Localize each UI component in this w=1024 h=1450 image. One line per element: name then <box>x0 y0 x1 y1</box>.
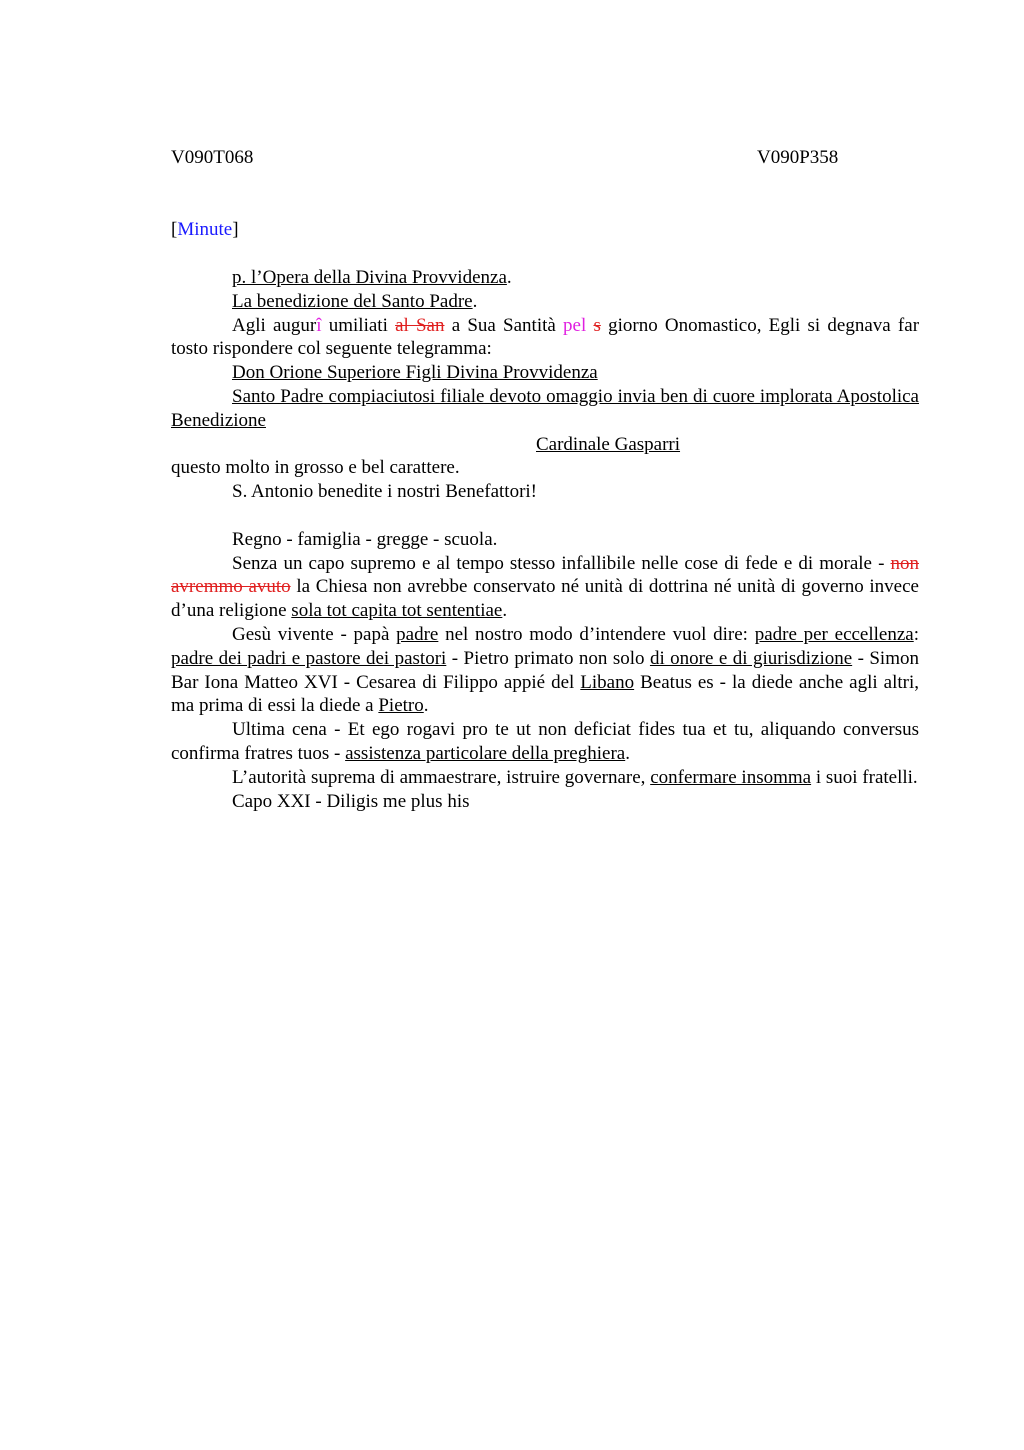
insertion-mark: î <box>316 314 322 336</box>
title-opera-text: p. l’Opera della Divina Provvidenza <box>232 267 507 288</box>
title-line-opera: p. l’Opera della Divina Provvidenza. <box>232 267 512 288</box>
label-bracket-open: [ <box>171 219 178 240</box>
insertion-mark: pel <box>563 314 587 336</box>
telegram-signature: Cardinale Gasparri <box>536 433 681 455</box>
title-line-benedizione: La benedizione del Santo Padre. <box>232 290 478 312</box>
document-type-label <box>171 218 919 242</box>
paragraph-auguri: Agli augurî umiliati al San a Sua Santità pel s giorno Onomastico, Egli si degnava far tosto rispondere col seguente telegramma: <box>171 314 920 360</box>
deletion-mark: non avremmo avuto <box>171 552 919 598</box>
paragraph-senza: Senza un capo supremo e al tempo stesso infallibile nelle cose di fede e di morale - non avremmo avuto la Chiesa non avrebbe conservato né unità di dottrina né unità di governo invece d’una religione sola tot capita tot sententiae. <box>171 552 919 622</box>
label-minute: Minute <box>177 219 233 240</box>
invocation-line: S. Antonio benedite i nostri Benefattori! <box>232 481 538 503</box>
volume-code-left: V090T068 <box>171 147 254 168</box>
paragraph-gesu: Gesù vivente - papà padre nel nostro modo d’intendere vuol dire: padre per eccellenza: padre dei padri e pastore dei pastori - Pietro primato non solo di onore e di giurisdizione - Simon Bar Iona Matteo XVI - Cesarea di Filippo appié del Libano Beatus es - la diede anche agli altri, ma prima di essi la diede a Pietro. <box>171 623 920 717</box>
telegram-text: Santo Padre compiaciutosi filiale devoto omaggio invia ben di cuore implorata Apostolica Benedizione <box>171 385 919 431</box>
document-body <box>171 266 919 813</box>
paragraph-cena: Ultima cena - Et ego rogavi pro te ut non deficiat fides tua et tu, aliquando conversus confirma fratres tuos - assistenza particolare della preghiera. <box>171 719 919 764</box>
telegram-address: Don Orione Superiore Figli Divina Provvidenza <box>232 362 598 384</box>
note-line: questo molto in grosso e bel carattere. <box>171 457 460 479</box>
paragraph-autorita: L’autorità suprema di ammaestrare, istruire governare, confermare insomma i suoi fratelli. <box>232 766 918 788</box>
header-row <box>171 146 919 170</box>
list-line: Regno - famiglia - gregge - scuola. <box>232 528 498 550</box>
paragraph-gap <box>171 504 919 528</box>
page-code-right: V090P358 <box>757 147 839 168</box>
last-line: Capo XXI - Diligis me plus his <box>232 790 470 812</box>
deletion-mark: al San <box>395 314 445 336</box>
deletion-mark: s <box>593 314 601 336</box>
label-bracket-close: ] <box>232 219 239 240</box>
title-benedizione-text: La benedizione del Santo Padre <box>232 290 473 312</box>
document-page <box>171 146 919 813</box>
